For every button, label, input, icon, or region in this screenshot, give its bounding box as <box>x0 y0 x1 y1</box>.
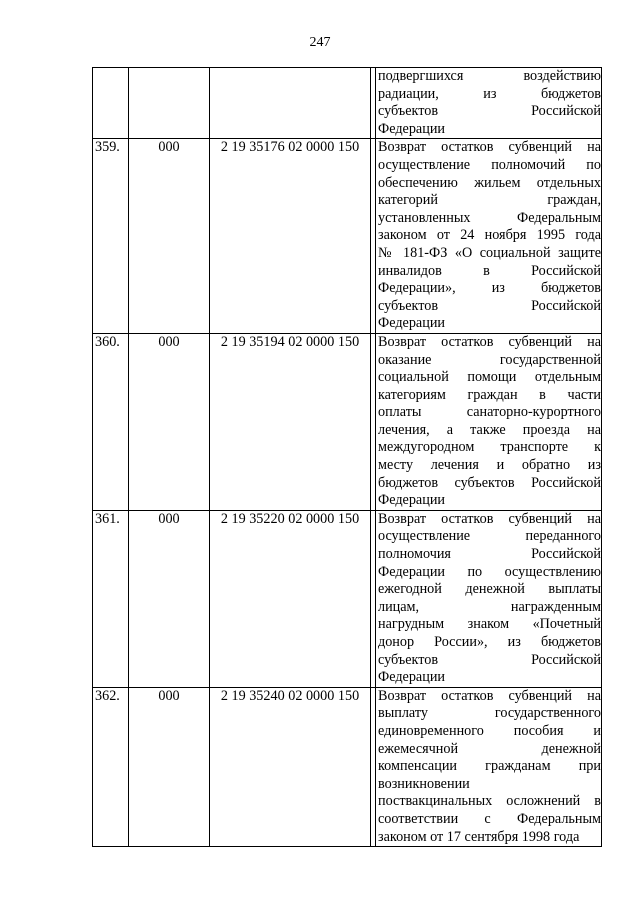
income-name-line: междугородном транспорте к <box>378 439 601 456</box>
income-name-line: инвалидов в Российской <box>378 262 601 279</box>
income-name-line: Возврат остатков субвенций на <box>378 687 601 704</box>
income-name-line: субъектов Российской <box>378 651 601 668</box>
income-name-line: ежемесячной денежной <box>378 740 601 757</box>
admin-code-cell: 000 <box>129 139 210 334</box>
income-name-line: Федерации <box>378 315 446 332</box>
row-number-cell: 362. <box>93 687 129 846</box>
income-name-line: Федерации по осуществлению <box>378 563 601 580</box>
income-name-line: возникновении <box>378 775 470 792</box>
income-name-line: социальной помощи отдельным <box>378 369 601 386</box>
income-name-line: донор России», из бюджетов <box>378 634 601 650</box>
admin-code-cell: 000 <box>129 687 210 846</box>
income-code-cell: 2 19 35220 02 0000 150 <box>210 510 371 687</box>
income-name-line: субъектов Российской <box>378 103 601 120</box>
income-name-line: бюджетов субъектов Российской <box>378 474 601 491</box>
income-name-line: осуществление полномочий по <box>378 156 601 173</box>
row-number-cell <box>93 68 129 139</box>
income-name-cell <box>376 139 602 334</box>
income-name-line: радиации, из бюджетов <box>378 85 601 102</box>
income-name-line: Возврат остатков субвенций на <box>378 510 601 527</box>
income-name-cell <box>376 68 602 139</box>
admin-code-cell: 000 <box>129 510 210 687</box>
income-name-line: нагрудным знаком «Почетный <box>378 616 601 633</box>
income-name-line: Возврат остатков субвенций на <box>378 333 601 350</box>
income-name-line: полномочия Российской <box>378 546 601 563</box>
income-code-cell: 2 19 35176 02 0000 150 <box>210 139 371 334</box>
table-row <box>93 687 602 846</box>
income-name-line: законом от 24 ноября 1995 года <box>378 227 601 244</box>
income-name-line: месту лечения и обратно из <box>378 457 601 474</box>
page-number: 247 <box>309 35 331 50</box>
income-name-cell <box>376 333 602 510</box>
income-name-line: № 181-ФЗ «О социальной защите <box>378 244 601 261</box>
row-number-cell: 359. <box>93 139 129 334</box>
income-code-cell: 2 19 35194 02 0000 150 <box>210 333 371 510</box>
income-name-line: подвергшихся воздействию <box>378 68 601 84</box>
income-name-line: категориям граждан в части <box>378 386 601 403</box>
income-name-line: обеспечению жильем отдельных <box>378 174 601 191</box>
income-name-line: Федерации <box>378 492 446 509</box>
budget-income-table <box>92 67 602 847</box>
income-name-line: единовременного пособия и <box>378 722 601 739</box>
income-name-line: оплаты санаторно-курортного <box>378 404 601 421</box>
income-name-cell <box>376 510 602 687</box>
income-name-line: поствакцинальных осложнений в <box>378 793 601 810</box>
income-name-line: лечения, а также проезда на <box>378 421 601 438</box>
income-name-line: Федерации <box>378 120 446 137</box>
income-name-line: выплату государственного <box>378 705 601 722</box>
row-number-cell: 361. <box>93 510 129 687</box>
table-body <box>93 68 602 847</box>
admin-code-cell: 000 <box>129 333 210 510</box>
income-name-line: Возврат остатков субвенций на <box>378 139 601 156</box>
income-name-line: оказание государственной <box>378 351 601 368</box>
table-row <box>93 68 602 139</box>
income-name-line: Федерации», из бюджетов <box>378 280 601 297</box>
income-code-cell: 2 19 35240 02 0000 150 <box>210 687 371 846</box>
income-name-line: Федерации <box>378 669 446 686</box>
income-name-line: осуществление переданного <box>378 528 601 545</box>
income-name-line: установленных Федеральным <box>378 209 601 226</box>
income-name-line: законом от 17 сентября 1998 года <box>378 828 580 845</box>
admin-code-cell <box>129 68 210 139</box>
income-name-line: субъектов Российской <box>378 297 601 314</box>
table-row <box>93 333 602 510</box>
income-name-line: компенсации гражданам при <box>378 758 601 775</box>
income-name-line: лицам, награжденным <box>378 598 601 615</box>
income-name-line: ежегодной денежной выплаты <box>378 581 601 598</box>
table-row <box>93 139 602 334</box>
row-number-cell: 360. <box>93 333 129 510</box>
income-name-cell <box>376 687 602 846</box>
table-row <box>93 510 602 687</box>
income-name-line: соответствии с Федеральным <box>378 810 601 827</box>
income-name-line: категорий граждан, <box>378 192 601 209</box>
income-code-cell <box>210 68 371 139</box>
